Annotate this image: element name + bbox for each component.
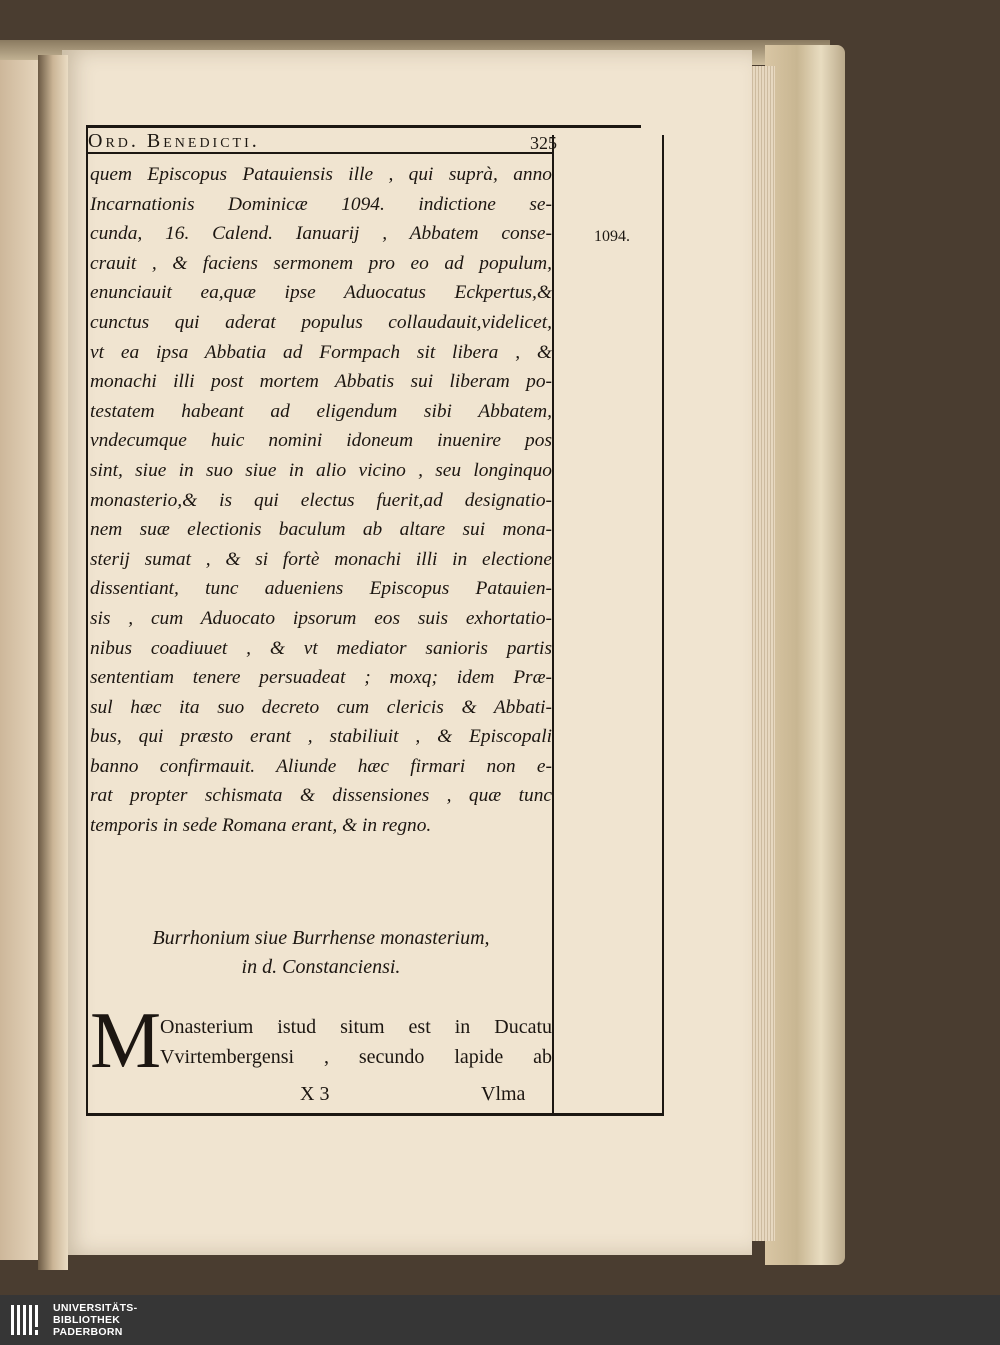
section-heading-line: in d. Constanciensi.	[241, 956, 401, 978]
text-line: quem Episcopus Patauiensis ille , qui suprà, anno	[90, 164, 552, 185]
text-line: nibus coadiuuet , & vt mediator sanioris partis	[90, 637, 552, 659]
section-heading-line: Burrhonium siue Burrhense monasterium,	[152, 927, 490, 949]
text-line: cunctus qui aderat populus collaudauit,videlicet,	[90, 311, 552, 333]
frame-rule-left	[86, 125, 88, 1116]
text-line: vt ea ipsa Abbatia ad Formpach sit libera , &	[90, 341, 552, 363]
book-gutter	[38, 55, 68, 1270]
text-line: cunda, 16. Calend. Ianuarij , Abbatem conse-	[90, 223, 552, 245]
running-head: Ord. Benedicti.	[88, 130, 260, 152]
text-line: rat propter schismata & dissensiones , quæ tunc	[90, 785, 552, 807]
text-line: Vvirtembergensi , secundo lapide ab	[160, 1046, 552, 1068]
library-logo-icon	[10, 1303, 44, 1337]
text-line: banno confirmauit. Aliunde hæc firmari non e-	[90, 755, 552, 777]
library-name-line: PADERBORN	[53, 1326, 123, 1338]
signature-mark: X 3	[300, 1083, 330, 1105]
frame-rule-inner	[552, 135, 554, 1116]
text-line: crauit , & faciens sermonem pro eo ad populum,	[90, 252, 552, 274]
library-footer	[0, 1295, 1000, 1345]
drop-cap: M	[90, 997, 162, 1085]
text-line: temporis in sede Romana erant, & in regno.	[90, 815, 432, 837]
text-line: Onasterium istud situm est in Ducatu	[160, 1016, 552, 1038]
catchword: Vlma	[481, 1083, 526, 1105]
frame-rule-bottom	[86, 1113, 664, 1116]
text-line: Incarnationis Dominicæ 1094. indictione se-	[90, 193, 552, 215]
library-name	[53, 1302, 137, 1338]
page-number: 325	[530, 133, 557, 153]
library-name-line: UNIVERSITÄTS-	[53, 1302, 138, 1314]
text-line: monachi illi post mortem Abbatis sui liberam po-	[90, 371, 552, 393]
text-line: bus, qui præsto erant , stabiliuit , & Episcopali	[90, 726, 552, 748]
body-text	[90, 160, 552, 841]
frame-rule-right	[662, 135, 664, 1116]
library-name-line: BIBLIOTHEK	[53, 1314, 121, 1326]
text-line: sul hæc ita suo decreto cum clericis & Abbati-	[90, 696, 552, 718]
text-line: dissentiant, tunc adueniens Episcopus Patauien-	[90, 578, 552, 600]
book-cover-edge	[765, 45, 845, 1265]
text-line: testatem habeant ad eligendum sibi Abbatem,	[90, 400, 552, 422]
text-line: nem suæ electionis baculum ab altare sui mona-	[90, 519, 552, 541]
text-line: sint, siue in suo siue in alio vicino , seu longinquo	[90, 459, 552, 481]
paragraph	[160, 1012, 552, 1072]
margin-note: 1094.	[594, 228, 630, 245]
text-line: vndecumque huic nomini idoneum inuenire pos	[90, 430, 552, 452]
text-line: monasterio,& is qui electus fuerit,ad designatio-	[90, 489, 552, 511]
text-line: enunciauit ea,quæ ipse Aduocatus Eckpertus,&	[90, 282, 552, 304]
text-line: sis , cum Aduocato ipsorum eos suis exhortatio-	[90, 607, 552, 629]
frame-rule-top	[86, 125, 641, 128]
left-page-edge	[0, 60, 40, 1260]
text-line: sterij sumat , & si fortè monachi illi in electione	[90, 548, 552, 570]
text-line: sententiam tenere persuadeat ; moxq; idem Præ-	[90, 667, 552, 689]
section-heading	[90, 924, 552, 982]
